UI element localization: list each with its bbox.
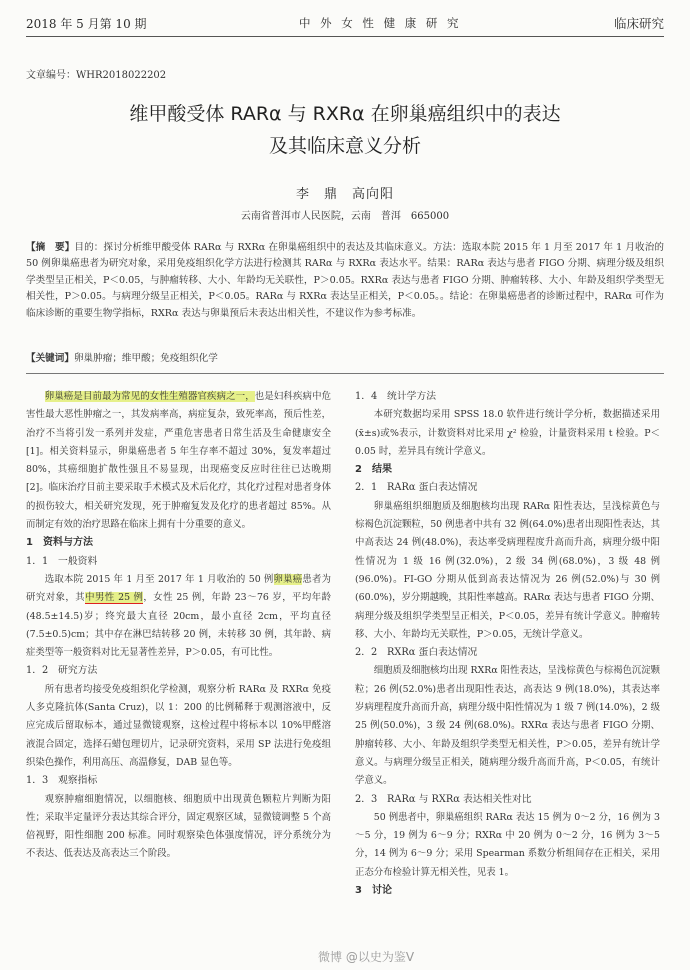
- highlight-intro: 卵巢癌是目前最为常见的女性生殖器官疾病之一，: [44, 391, 255, 402]
- method-paragraph: 所有患者均接受免疫组织化学检测，观察分析 RARα 及 RXRα 免疫人多克隆抗体(Santa Cruz)，以 1：200 的比例稀释于观测溶液中，反应完成后留取标本，通过显微镜观察，这检过程中将标本以 10%甲醛溶液混合固定，选择石蜡包理切片，记录研究资料，采用 SP 法进行免疫组织染色操作，利用高压、高温修复，DAB 显色等。: [26, 683, 331, 768]
- right-column: [355, 388, 660, 900]
- correlation-paragraph: 50 例患者中，卵巢癌组织 RARα 表达 15 例为 0～2 分，16 例为 3～5 分，19 例为 6～9 分；RXRα 中 20 例为 0～2 分，16 例为 3～5 分，14 例为 6～9 分；采用 Spearman 系数分析组间存在正相关，采用正态分布检验计算无相关性，见表 1。: [355, 811, 660, 878]
- title-line-2: 及其临床意义分析: [268, 135, 421, 157]
- issue-info: 2018 年 5 月第 10 期: [26, 16, 147, 31]
- left-column: [26, 388, 331, 864]
- keywords-text: 卵巢肿瘤；维甲酸；免疫组织化学: [73, 353, 218, 364]
- abstract-label: 【摘 要】: [26, 242, 75, 253]
- keywords: [26, 351, 664, 367]
- abstract: [26, 240, 664, 322]
- page-title: [26, 98, 664, 162]
- article-number: 文章编号：WHR2018022202: [26, 70, 167, 81]
- section-name: 临床研究: [613, 16, 664, 31]
- intro-paragraph: 卵巢癌是目前最为常见的女性生殖器官疾病之一，也是妇科疾病中危害性最大恶性肿瘤之一，其发病率高，病症复杂，致死率高，预后性差，治疗不当将引发一系列并发症，严重危害患者日常生活及生命健康安全[1]。相关资料显示，卵巢癌患者 5 年生存率不超过 30%，复发率超过 80%，其癌细胞扩散性强且不易显现，出现癌变反应时往往已达晚期[2]。临床治疗目前主要采取手术模式及术后化疗，其化疗过程对患者身体的损伤较大，相关研究发现，死于肿瘤复发及化疗的患者超过 85%。从而制定有效的治疗思路在临床上拥有十分重要的意义。: [26, 391, 331, 531]
- heading-observation: 1．3 观察指标: [26, 775, 98, 787]
- title-line-1: 维甲酸受体 RARα 与 RXRα 在卵巢癌组织中的表达: [129, 103, 561, 125]
- heading-correlation: 2．3 RARα 与 RXRα 表达相关性对比: [355, 793, 532, 805]
- rxra-paragraph: 细胞质及细胞核均出现 RXRα 阳性表达，呈浅棕黄色与棕褐色沉淀颗粒；26 例(52.0%)患者出现阳性表达，高表达 9 例(18.0%)，其表达率岁病理程度升高而升高，病理分级中阳性情况为 1 级 7 例(14.0%)，2 级 25 例(50.0%)，3 级 24 例(68.0%)。RXRα 表达与患者 FIGO 分期、肿瘤转移、大小、年龄及组织学类型无相关性，P＞0.05，差异有统计学意义。与病理分级呈正相关，随病理分级升高而升高，P＜0.05，有统计学意义。: [355, 665, 661, 787]
- affiliation: 云南省普洱市人民医院，云南 普洱 665000: [240, 211, 450, 222]
- running-header: [26, 10, 664, 37]
- statistics-paragraph: 本研究数据均采用 SPSS 18.0 软件进行统计学分析，数据描述采用(x̄±s)或%表示，计数资料对比采用 χ² 检验，计量资料采用 t 检验。P＜0.05 时，差异具有统计学意义。: [355, 409, 660, 457]
- highlight-ovarian-cancer: 卵巢癌: [273, 573, 303, 585]
- heading-rara-expression: 2．1 RARα 蛋白表达情况: [355, 482, 478, 494]
- journal-name: 中 外 女 性 健 康 研 究: [298, 16, 462, 30]
- authors: 李 鼎 高向阳: [295, 187, 394, 202]
- divider: [26, 373, 664, 374]
- highlight-male-count: 中男性 25 例: [85, 592, 144, 604]
- heading-rxra-expression: 2．2 RXRα 蛋白表达情况: [355, 647, 478, 659]
- heading-statistics: 1．4 统计学方法: [355, 391, 437, 402]
- heading-discussion: 3 讨论: [355, 885, 392, 897]
- heading-materials-methods: 1 资料与方法: [26, 537, 93, 549]
- heading-research-method: 1．2 研究方法: [26, 665, 98, 677]
- keywords-label: 【关键词】: [26, 353, 74, 364]
- abstract-text: 目的：探讨分析维甲酸受体 RARα 与 RXRα 在卵巢癌组织中的表达及其临床意义。方法：选取本院 2015 年 1 月至 2017 年 1 月收治的 50 例卵巢癌患者为研究对象，采用免疫组织化学方法进行检测其 RARα 与 RXRα 表达水平。结果：RARα 表达与患者 FIGO 分期、病理分级及组织学类型呈正相关，P＜0.05，与肿瘤转移、大小、年龄均无关联性，P＞0.05。RXRα 表达与患者 FIGO 分期、肿瘤转移、大小、年龄及组织学类型无相关性，P＞0.05。与病理分级呈正相关，P＜0.05。RARα 与 RXRα 表达呈正相关，P＜0.05。。结论：在卵巢癌患者的诊断过程中，RARα 可作为临床诊断的重要生物学指标，RXRα 表达与卵巢预后未表达出相关性，不建议作为参考标准。: [26, 242, 664, 319]
- general-data-paragraph: 选取本院 2015 年 1 月至 2017 年 1 月收治的 50 例卵巢癌患者为研究对象，其中男性 25 例，女性 25 例，年龄 23～76 岁，平均年龄(48.5±14.5)岁；终究最大直径 20cm，最小直径 2cm，平均直径(7.5±0.5)cm；其中存在淋巴结转移 20 例，未转移 30 例，其年龄、病症类型等一般资料对比无显著性差异，P＞0.05，有可比性。: [26, 573, 331, 659]
- watermark: 微博 @以史为鉴V: [318, 950, 415, 964]
- heading-results: 2 结果: [355, 464, 392, 476]
- rara-paragraph: 卵巢癌组织细胞质及细胞核均出现 RARα 阳性表达，呈浅棕黄色与棕褐色沉淀颗粒，50 例患者中共有 32 例(64.0%)患者出现阳性表达，其中高表达 24 例(48.0%)，表达率受病理程度升高而升高，病理分级中阳性情况为 1 级 16 例(32.0%)，2 级 34 例(68.0%)，3 级 48 例(96.0%)。FI-GO 分期从低到高表达情况为 26 例(52.0%)与 30 例(60.0%)，岁分期越晚，其阳性率越高。RARα 表达与患者 FIGO 分期、病理分级及组织学类型呈正相关，P＜0.05，差异有统计学意义。肿瘤转移、大小、年龄均无关联性，P＞0.05，无统计学意义。: [355, 500, 660, 640]
- heading-general-data: 1．1 一般资料: [26, 555, 98, 567]
- observation-paragraph: 观察肿瘤细胞情况，以细胞核、细胞质中出现黄色颗粒片判断为阳性；采取半定量评分表达其综合评分，固定观察区域，显微镜调整 5 个高倍视野，阳性细胞 200 标准。同时观察染色体强度情况，评分系统分为不表达、低表达及高表达三个阶段。: [26, 793, 331, 860]
